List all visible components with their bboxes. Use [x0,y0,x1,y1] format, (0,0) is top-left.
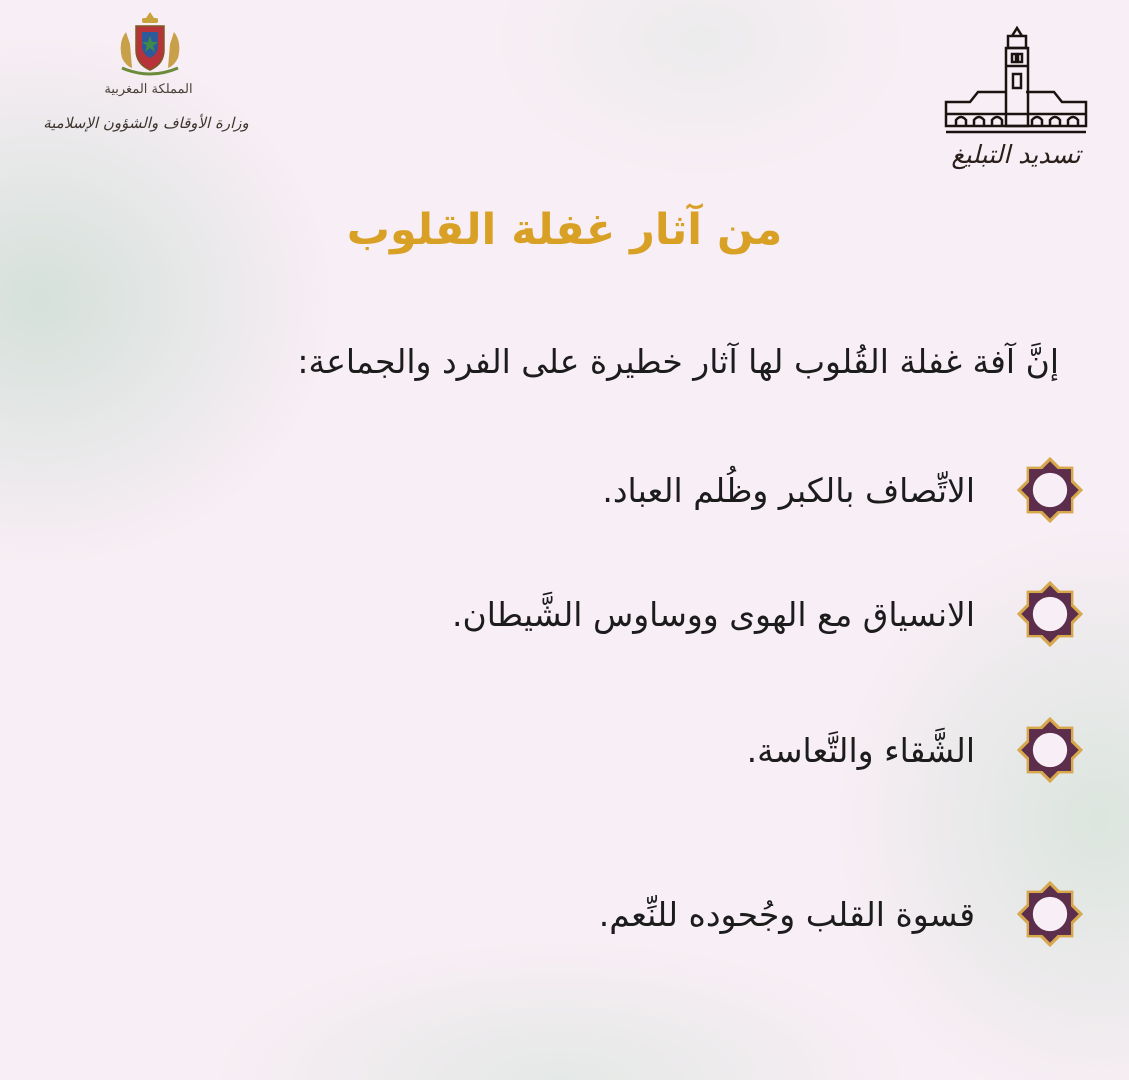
intro-text: إنَّ آفة غفلة القُلوب لها آثار خطيرة على الفرد والجماعة: [297,342,1059,381]
octagram-bullet-icon [1011,875,1089,953]
list-item-text: قسوة القلب وجُحوده للنِّعم. [598,894,975,934]
list-item [599,874,1089,954]
list-item [452,574,1089,654]
brand-name: تسديد التبليغ [951,140,1081,169]
octagram-bullet-icon [1011,575,1089,653]
list-item-text: الشَّقاء والتَّعاسة. [746,730,975,770]
ministry-name: وزارة الأوقاف والشؤون الإسلامية [43,114,249,132]
octagram-bullet-icon [1011,711,1089,789]
list-item-text: الاتِّصاف بالكبر وظُلم العباد. [602,470,975,510]
list-item [747,710,1089,790]
kingdom-name: المملكة المغربية [104,82,193,97]
list-item [602,450,1089,530]
mosque-logo-icon [944,22,1090,140]
list-item-text: الانسياق مع الهوى ووساوس الشَّيطان. [451,594,975,634]
octagram-bullet-icon [1011,451,1089,529]
coat-of-arms-emblem [112,10,188,76]
page-title: من آثار غفلة القلوب [346,205,783,255]
